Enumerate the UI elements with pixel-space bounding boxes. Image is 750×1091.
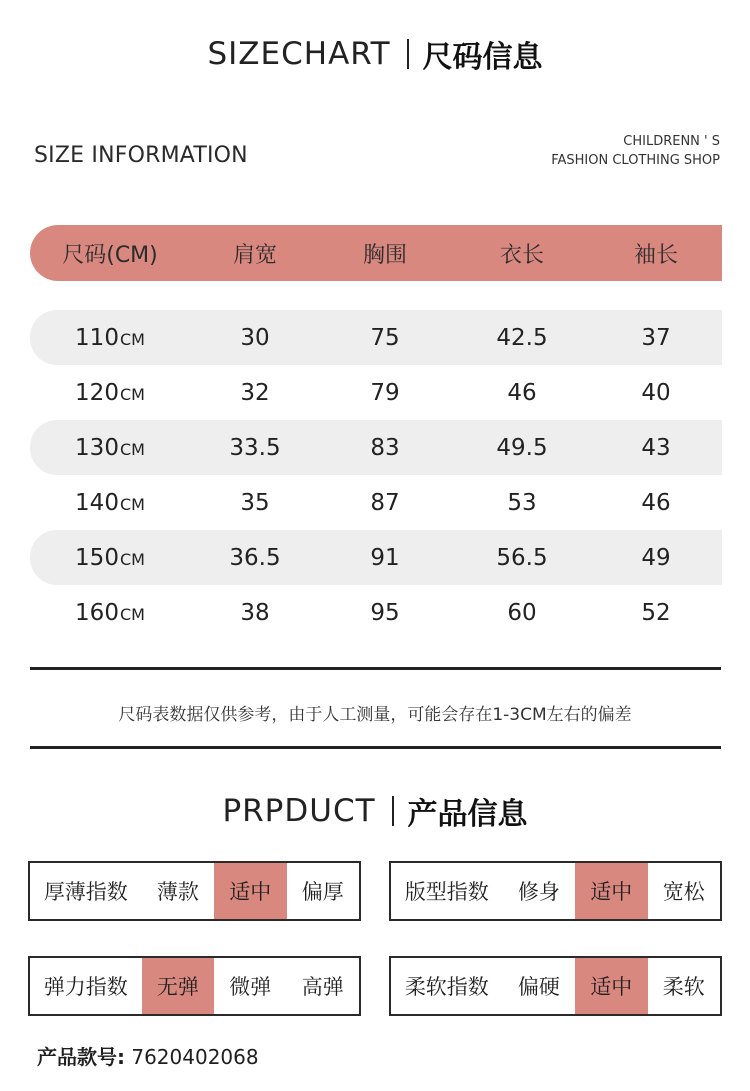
shoulder-cell: 32 xyxy=(240,379,270,406)
title-divider xyxy=(392,796,394,826)
chest-cell: 83 xyxy=(370,434,400,461)
divider-top xyxy=(30,667,721,670)
index-option: 宽松 xyxy=(662,880,705,904)
length-cell: 46 xyxy=(507,379,537,406)
column-header-size: 尺码(CM) xyxy=(62,242,158,268)
sizechart-title xyxy=(0,34,750,74)
measurement-note: 尺码表数据仅供参考，由于人工测量，可能会存在1-3CM左右的偏差 xyxy=(118,705,632,725)
index-option: 偏厚 xyxy=(301,880,344,904)
shoulder-cell: 30 xyxy=(240,324,270,351)
shoulder-cell: 38 xyxy=(240,599,270,626)
table-row xyxy=(30,475,722,530)
length-cell: 60 xyxy=(507,599,537,626)
index-label: 厚薄指数 xyxy=(43,880,128,904)
size-cell: 130 CM xyxy=(75,434,145,461)
sizechart-title-zh: 尺码信息 xyxy=(422,40,543,75)
shoulder-cell: 36.5 xyxy=(229,544,281,571)
index-label: 柔软指数 xyxy=(404,975,489,999)
product-title-en: PRPDUCT xyxy=(222,793,376,829)
index-option: 高弹 xyxy=(301,975,344,999)
index-option: 修身 xyxy=(517,880,560,904)
sleeve-cell: 40 xyxy=(641,379,671,406)
size-cell: 150 CM xyxy=(75,544,145,571)
table-row xyxy=(30,420,722,475)
length-cell: 42.5 xyxy=(496,324,548,351)
table-row xyxy=(30,310,722,365)
chest-cell: 75 xyxy=(370,324,400,351)
product-code xyxy=(37,1041,259,1070)
index-option: 偏硬 xyxy=(517,975,560,999)
size-cell: 110 CM xyxy=(75,324,145,351)
chest-cell: 91 xyxy=(370,544,400,571)
elasticity-index-box xyxy=(28,956,361,1016)
sizechart-title-en: SIZECHART xyxy=(207,36,391,72)
product-code-value: 7620402068 xyxy=(131,1045,259,1069)
chest-cell: 87 xyxy=(370,489,400,516)
index-option-selected: 无弹 xyxy=(142,958,214,1014)
table-row xyxy=(30,365,722,420)
column-header-shoulder: 肩宽 xyxy=(232,242,277,268)
shop-name-line2: FASHION CLOTHING SHOP xyxy=(551,153,720,168)
softness-index-box xyxy=(389,956,722,1016)
shoulder-cell: 35 xyxy=(240,489,270,516)
table-row xyxy=(30,585,722,640)
size-cell: 160 CM xyxy=(75,599,145,626)
sleeve-cell: 46 xyxy=(641,489,671,516)
column-header-sleeve: 袖长 xyxy=(633,242,678,268)
shoulder-cell: 33.5 xyxy=(229,434,281,461)
column-header-chest: 胸围 xyxy=(362,242,407,268)
index-option: 微弹 xyxy=(229,975,272,999)
table-header xyxy=(30,225,722,281)
sleeve-cell: 37 xyxy=(641,324,671,351)
sleeve-cell: 52 xyxy=(641,599,671,626)
index-option: 薄款 xyxy=(156,880,199,904)
index-label: 版型指数 xyxy=(404,880,489,904)
sleeve-cell: 49 xyxy=(641,544,671,571)
column-header-length: 衣长 xyxy=(499,242,544,268)
index-option-selected: 适中 xyxy=(575,958,647,1014)
index-option-selected: 适中 xyxy=(575,863,647,919)
product-title xyxy=(0,791,750,831)
divider-bottom xyxy=(30,746,721,749)
title-divider xyxy=(407,39,409,69)
shop-name xyxy=(551,132,720,170)
length-cell: 53 xyxy=(507,489,537,516)
sleeve-cell: 43 xyxy=(641,434,671,461)
length-cell: 56.5 xyxy=(496,544,548,571)
size-cell: 120 CM xyxy=(75,379,145,406)
thickness-index-box xyxy=(28,861,361,921)
size-cell: 140 CM xyxy=(75,489,145,516)
product-code-label: 产品款号: xyxy=(37,1045,125,1069)
fit-index-box xyxy=(389,861,722,921)
length-cell: 49.5 xyxy=(496,434,548,461)
index-option-selected: 适中 xyxy=(214,863,286,919)
index-option: 柔软 xyxy=(662,975,705,999)
product-title-zh: 产品信息 xyxy=(407,797,528,832)
table-row xyxy=(30,530,722,585)
chest-cell: 79 xyxy=(370,379,400,406)
chest-cell: 95 xyxy=(370,599,400,626)
shop-name-line1: CHILDRENN ' S xyxy=(623,134,720,149)
index-label: 弹力指数 xyxy=(43,975,128,999)
size-information-label: SIZE INFORMATION xyxy=(34,143,248,168)
